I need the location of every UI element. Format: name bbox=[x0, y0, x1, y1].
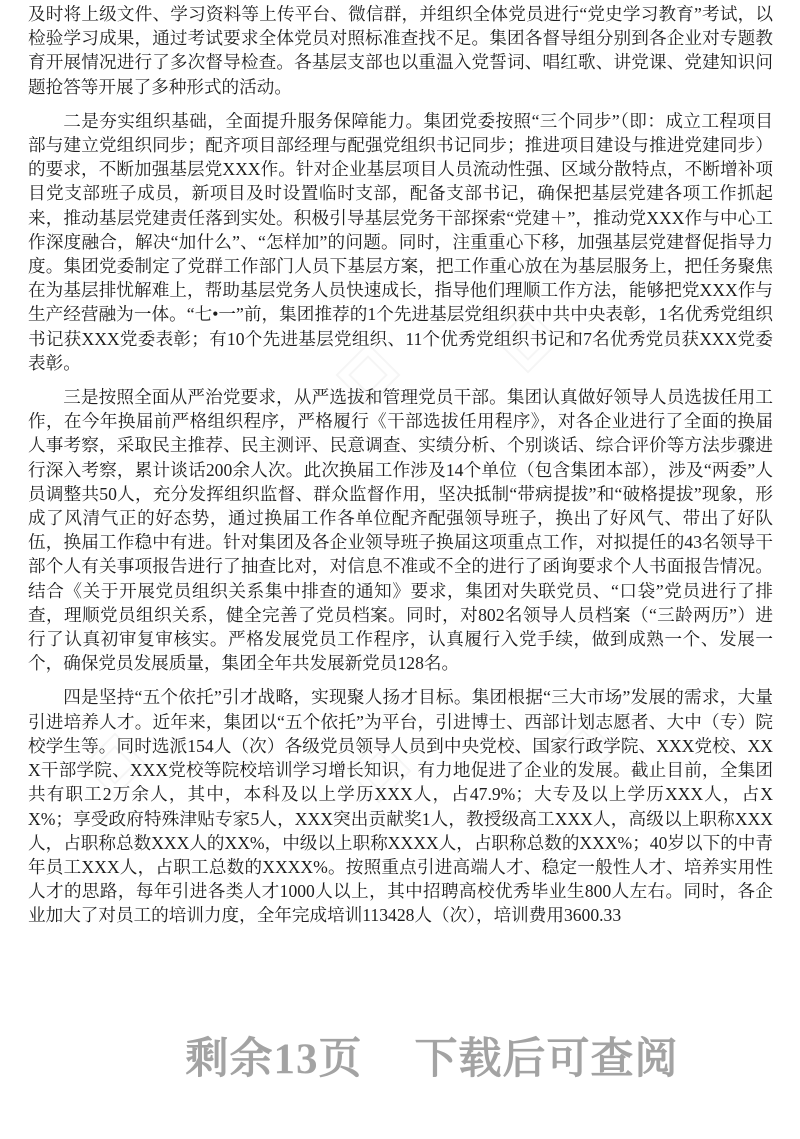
download-hint-text: 下载后可查阅 bbox=[414, 1036, 679, 1083]
paragraph-point-two: 二是夯实组织基础，全面提升服务保障能力。集团党委按照“三个同步”（即：成立工程项目部与建立党组织同步；配齐项目部经理与配强党组织书记同步；推进项目建设与推进党建同步）的要求，不断加强基层党XXX作。针对企业基层项目人员流动性强、区域分散特点，不断增补项目党支部班子成员，新项目及时设置临时支部，配备支部书记，确保把基层党建各项工作抓起来，推动基层党建责任落到实处。积极引导基层党务干部探索“党建＋”，推动党XXX作与中心工作深度融合，解决“加什么”、“怎样加”的问题。同时，注重重心下移，加强基层党建督促指导力度。集团党委制定了党群工作部门人员下基层方案，把工作重心放在为基层服务上，把任务聚焦在为基层排忧解难上，帮助基层党务人员快速成长，指导他们理顺工作方法，能够把党XXX作与生产经营融为一体。“七•一”前，集团推荐的1个先进基层党组织获中共中央表彰，1名优秀党组织书记获XXX党委表彰；有10个先进基层党组织、11个优秀党组织书记和7名优秀党员获XXX党委表彰。 bbox=[28, 110, 773, 373]
paragraph-point-three: 三是按照全面从严治党要求，从严选拔和管理党员干部。集团认真做好领导人员选拔任用工作，在今年换届前严格组织程序，严格履行《干部选拔任用程序》，对各企业进行了全面的换届人事考察，采取民主推荐、民主测评、民意调查、实绩分析、个别谈话、综合评价等方法步骤进行深入考察，累计谈话200余人次。此次换届工作涉及14个单位（包含集团本部），涉及“两委”人员调整共50人，充分发挥组织监督、群众监督作用，坚决抵制“带病提拔”和“破格提拔”现象，形成了风清气正的好态势，通过换届工作各单位配齐配强领导班子，换出了好风气、带出了好队伍，换届工作稳中有进。针对集团及各企业领导班子换届这项重点工作，对拟提任的43名领导干部个人有关事项报告进行了抽查比对，对信息不准或不全的进行了函询要求个人书面报告情况。结合《关于开展党员组织关系集中排查的通知》要求，集团对失联党员、“口袋”党员进行了排查，理顺党员组织关系，健全完善了党员档案。同时，对802名领导人员档案（“三龄两历”）进行了认真初审复审核实。严格发展党员工作程序，认真履行入党手续，做到成熟一个、发展一个，确保党员发展质量，集团全年共发展新党员128名。 bbox=[28, 387, 773, 674]
paragraph-continuation: 及时将上级文件、学习资料等上传平台、微信群，并组织全体党员进行“党史学习教育”考试，以检验学习成果，通过考试要求全体党员对照标准查找不足。集团各督导组分别到各企业对专题教育开展情况进行了多次督导检查。各基层支部也以重温入党誓词、唱红歌、讲党课、党建知识问题抢答等开展了多种形式的活动。 bbox=[28, 4, 773, 97]
pages-remaining-text: 剩余13页 bbox=[185, 1036, 363, 1083]
download-banner[interactable] bbox=[32, 1038, 800, 1081]
paragraph-point-four: 四是坚持“五个依托”引才战略，实现聚人扬才目标。集团根据“三大市场”发展的需求，大量引进培养人才。近年来，集团以“五个依托”为平台，引进博士、西部计划志愿者、大中（专）院校学生等。同时选派154人（次）各级党员领导人员到中央党校、国家行政学院、XXX党校、XXX干部学院、XXX党校等院校培训学习增长知识，有力地促进了企业的发展。截止目前，全集团共有职工2万余人，其中，本科及以上学历XXX人，占47.9%；大专及以上学历XXX人，占XX%；享受政府特殊津贴专家5人，XXX突出贡献奖1人，教授级高工XXX人，高级以上职称XXX人，占职称总数XXX人的XX%，中级以上职称XXXX人，占职称总数的XXX%；40岁以下的中青年员工XXX人，占职工总数的XXXX%。按照重点引进高端人才、稳定一般性人才、培养实用性人才的思路，每年引进各类人才1000人以上，其中招聘高校优秀毕业生800人左右。同时，各企业加大了对员工的培训力度，全年完成培训113428人（次），培训费用3600.33 bbox=[28, 687, 773, 926]
